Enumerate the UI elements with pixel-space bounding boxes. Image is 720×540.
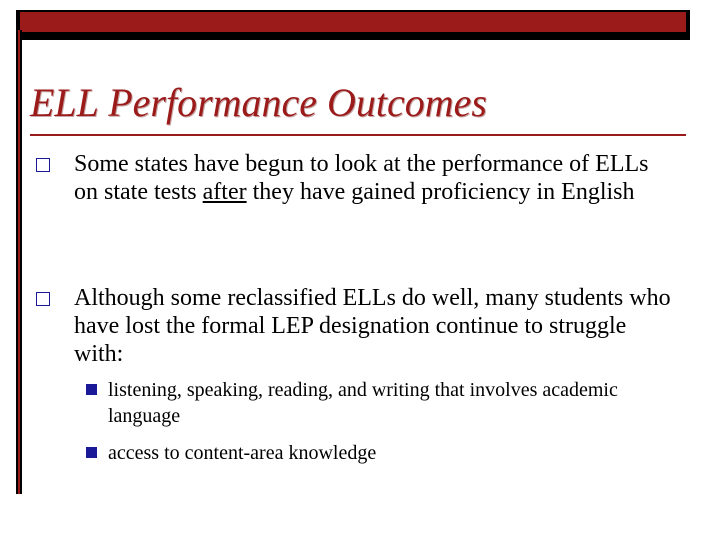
subbullet-item-1 [86,377,666,429]
subbullet-text-1: listening, speaking, reading, and writing that involves academic language [108,379,618,427]
bullet-text-1-before: Some states have begun to look at the performance of ELLs on state tests [74,151,649,205]
bullet-text-1 [74,150,676,206]
bullet-text-2: Although some reclassified ELLs do well, many students who have lost the formal LEP designation continue to struggle with: [74,285,671,367]
bullet-text-1-after: they have gained proficiency in English [246,179,635,205]
slide-frame-top-accent [20,12,686,32]
bullet-item-2 [36,284,676,368]
subbullet-text-2: access to content-area knowledge [108,442,377,464]
slide-title: ELL Performance Outcomes [30,80,487,125]
checkbox-bullet-icon [36,158,50,172]
square-bullet-icon [86,447,97,458]
square-bullet-icon [86,384,97,395]
bullet-item-1 [36,150,676,206]
title-underline-rule [30,134,686,136]
subbullet-item-2 [86,440,666,466]
checkbox-bullet-icon [36,292,50,306]
slide-frame-left-accent [18,30,20,494]
bullet-text-1-underlined: after [202,179,247,205]
